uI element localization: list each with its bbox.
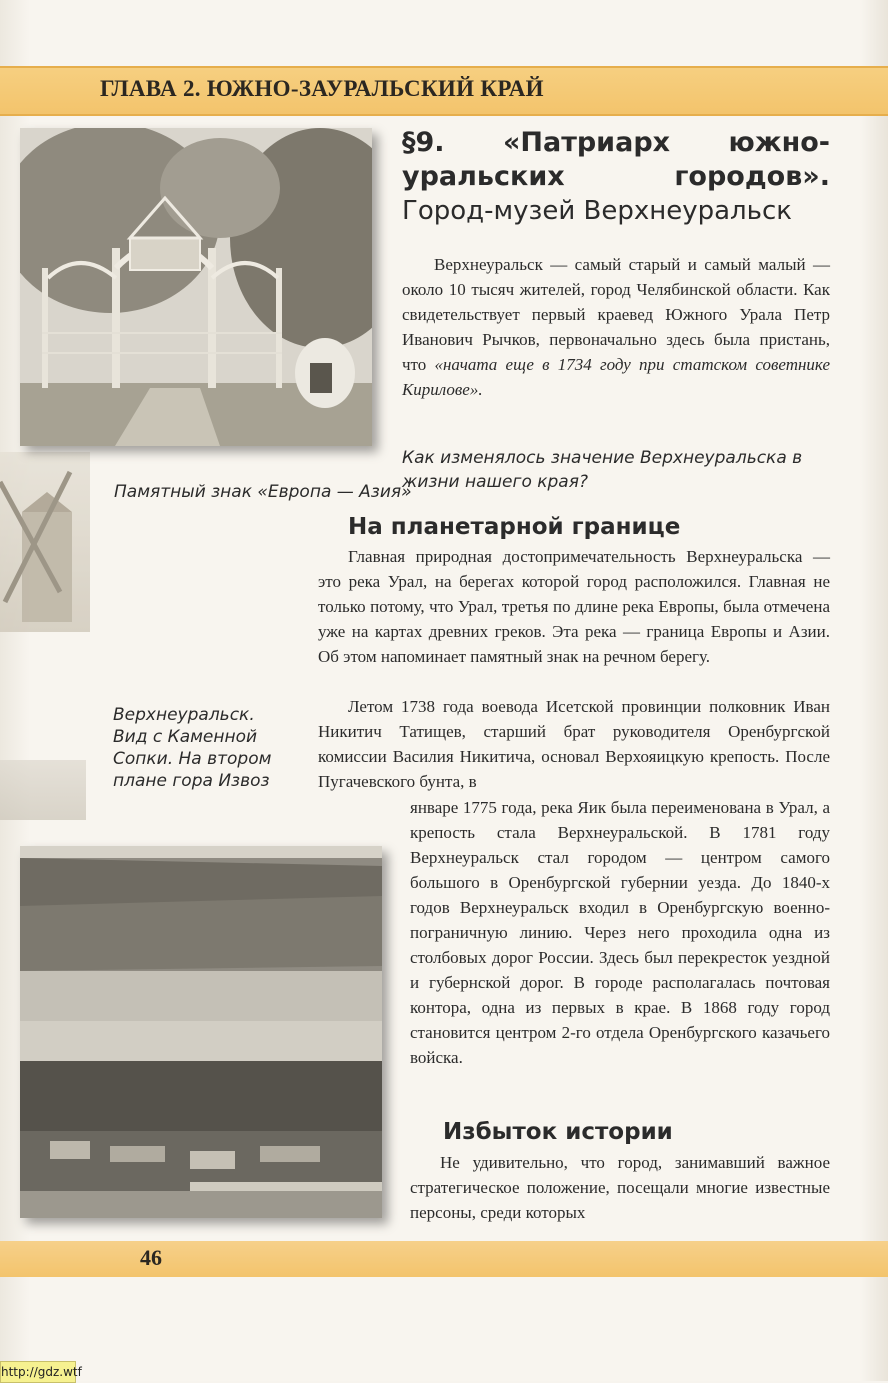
verkhneuralsk-town-view-photo — [20, 846, 382, 1218]
page-number: 46 — [140, 1245, 162, 1270]
subsection-heading-history: Избыток истории — [443, 1119, 673, 1145]
lesson-question: Как изменялось значение Верхнеуральска в жизни нашего края? — [402, 448, 803, 492]
paragraph-river-ural: Главная природная достопримечательность Верхнеуральска — это река Урал, на берегах которой город расположился. Главная не только потому, что Урал, третья по длине река Европы, была отмечена уже на картах древних греков. Эта река — граница Европы и Азии. Об этом напоминает памятный знак на речном берегу. — [318, 547, 830, 666]
section-subtitle: Город-музей Верхнеуральск — [402, 196, 792, 226]
windmill-background-image — [0, 452, 90, 632]
caption-town-view: Верхнеуральск. Вид с Каменной Сопки. На втором плане гора Извоз — [113, 705, 272, 791]
source-url-link[interactable]: http://gdz.wtf — [0, 1361, 76, 1383]
chapter-title: ГЛАВА 2. ЮЖНО-ЗАУРАЛЬСКИЙ КРАЙ — [100, 76, 544, 101]
paragraph-fortress-founding: Летом 1738 года воевода Исетской провинции полковник Иван Никитич Татищев, старший брат руководителя Оренбургской комиссии Василия Никитича, основал Верхояицкую крепость. После Пугачевского бунта, в — [318, 697, 830, 791]
caption-monument: Памятный знак «Европа — Азия» — [114, 482, 412, 502]
paragraph-famous-visitors: Не удивительно, что город, занимавший важное стратегическое положение, посещали многие известные персоны, среди которых — [410, 1153, 830, 1222]
intro-paragraph: Верхнеуральск — самый старый и самый малый — около 10 тысяч жителей, город Челябинской области. Как свидетельствует первый краевед Южного Урала Петр Иванович Рычков, первоначально здесь была пристань, что «начата еще в 1734 году при статском советнике Кирилове». — [402, 255, 830, 399]
footer-bar — [0, 1241, 888, 1277]
intro-quote: «начата еще в 1734 году при статском советнике Кирилове». — [402, 355, 830, 399]
section-title-line2: уральских городов». — [402, 161, 830, 192]
subsection-heading-planetary: На планетарной границе — [348, 514, 681, 540]
section-heading — [402, 126, 830, 228]
paragraph-fortress-history: январе 1775 года, река Яик была переименована в Урал, а крепость стала Верхнеуральской. В 1781 году Верхнеуральск стал городом — центром самого большого в Оренбургской губернии уезда. До 1840-х годов Верхнеуральск входил в Оренбургскую военно-пограничную линию. Через него проходила одна из столбовых дорог России. Здесь был перекресток уездной и губернской дорог. В городе располагалась почтовая контора, одна из первых в крае. В 1868 году город становится центром 2-го отдела Оренбургского казачьего войска. — [410, 798, 830, 1067]
europe-asia-monument-photo — [20, 128, 372, 446]
landscape-background-image — [0, 760, 86, 820]
section-title-line1: §9. «Патриарх южно- — [402, 127, 830, 158]
